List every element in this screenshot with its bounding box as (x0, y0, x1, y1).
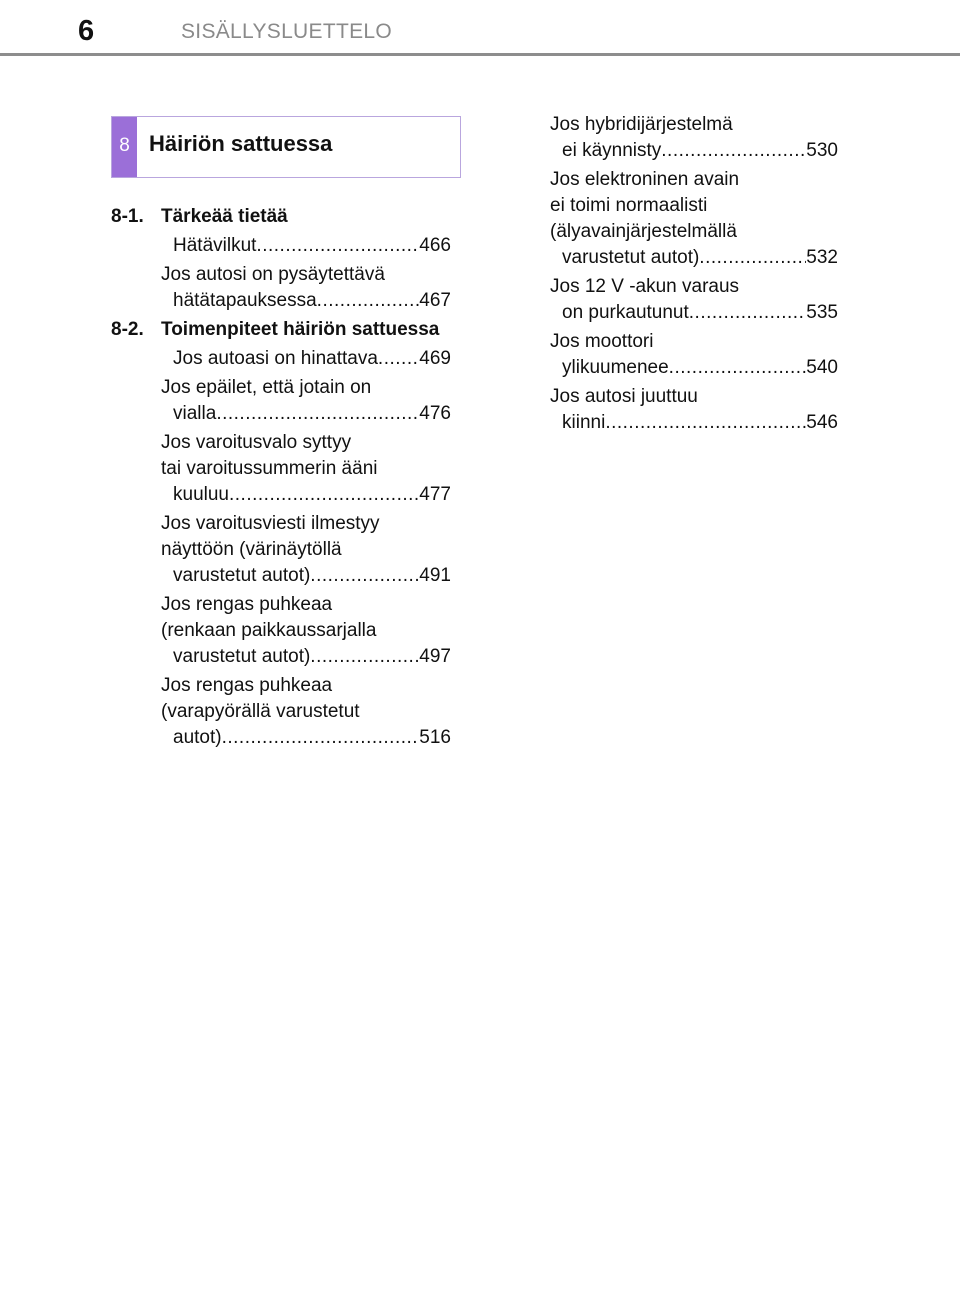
toc-entry-last-line (562, 300, 838, 326)
section-title: Toimenpiteet häiriön sattuessa (161, 319, 440, 340)
page-reference[interactable]: 466 (419, 235, 451, 256)
toc-entry-line: Jos elektroninen avain (550, 169, 740, 190)
toc-entry-line: Jos autosi juuttuu (550, 386, 698, 407)
page-reference[interactable]: 540 (806, 357, 838, 378)
toc-entry[interactable] (550, 274, 838, 326)
page-reference[interactable]: 546 (806, 412, 838, 433)
toc-entry-line: Jos epäilet, että jotain on (161, 377, 372, 398)
dot-leader (229, 482, 419, 508)
page-reference[interactable]: 467 (419, 290, 451, 311)
dot-leader (222, 725, 420, 751)
toc-entry-line: Jos rengas puhkeaa (161, 594, 333, 615)
toc-entry-text: varustetut autot) (173, 646, 311, 667)
toc-entry-line: Jos autosi on pysäytettävä (161, 264, 385, 285)
dot-leader (689, 300, 807, 326)
section-title: Tärkeää tietää (161, 206, 288, 227)
toc-entry-last-line (173, 288, 451, 314)
page-reference[interactable]: 477 (419, 484, 451, 505)
toc-entry[interactable] (550, 167, 838, 271)
toc-left-column (111, 204, 451, 754)
dot-leader (317, 288, 420, 314)
toc-entry-text: Jos autoasi on hinattava (173, 348, 378, 369)
dot-leader (661, 138, 806, 164)
toc-entry[interactable] (550, 112, 838, 164)
toc-entry-line: (renkaan paikkaussarjalla (161, 620, 377, 641)
page-reference[interactable]: 535 (806, 302, 838, 323)
page-reference[interactable]: 516 (419, 727, 451, 748)
toc-entry-line: tai varoitussummerin ääni (161, 458, 378, 479)
chapter-number-tab: 8 (112, 117, 137, 177)
toc-entry-last-line (562, 138, 838, 164)
chapter-title: Häiriön sattuessa (149, 131, 333, 156)
toc-entry-line: Jos hybridijärjestelmä (550, 114, 733, 135)
dot-leader (605, 410, 806, 436)
dot-leader (669, 355, 807, 381)
dot-leader (378, 346, 419, 372)
toc-entry-last-line (562, 355, 838, 381)
toc-entry-text: kuuluu (173, 484, 229, 505)
toc-entry-text: kiinni (562, 412, 606, 433)
toc-entry-text: Hätävilkut (173, 235, 257, 256)
toc-entry[interactable] (161, 511, 451, 589)
page-reference[interactable]: 532 (806, 247, 838, 268)
chapter-heading (111, 116, 461, 178)
toc-entry-line: Jos 12 V -akun varaus (550, 276, 740, 297)
dot-leader (256, 233, 419, 259)
toc-entry[interactable] (550, 329, 838, 381)
toc-entry-last-line (562, 245, 838, 271)
toc-entry-line: Jos rengas puhkeaa (161, 675, 333, 696)
toc-entry-text: varustetut autot) (562, 247, 700, 268)
toc-entry-text: varustetut autot) (173, 565, 311, 586)
toc-entry[interactable] (161, 592, 451, 670)
section-heading[interactable] (111, 204, 451, 230)
dot-leader (699, 245, 806, 271)
toc-entry-text: on purkautunut (562, 302, 689, 323)
toc-entry-line: (varapyörällä varustetut (161, 701, 360, 722)
header-title: SISÄLLYSLUETTELO (181, 20, 392, 43)
toc-entry-last-line (173, 482, 451, 508)
dot-leader (310, 644, 419, 670)
page-reference[interactable]: 530 (806, 140, 838, 161)
toc-entry-last-line (173, 346, 451, 372)
toc-entry[interactable] (161, 262, 451, 314)
dot-leader (310, 563, 419, 589)
section-number: 8-2. (111, 319, 144, 340)
toc-entry-text: hätätapauksessa (173, 290, 317, 311)
toc-entry-last-line (173, 725, 451, 751)
toc-entry-line: Jos varoitusvalo syttyy (161, 432, 352, 453)
toc-entry[interactable] (161, 375, 451, 427)
toc-entry-text: vialla (173, 403, 217, 424)
toc-entry-last-line (173, 563, 451, 589)
page-number: 6 (78, 15, 95, 47)
page-reference[interactable]: 491 (419, 565, 451, 586)
page-reference[interactable]: 476 (419, 403, 451, 424)
page-reference[interactable]: 497 (419, 646, 451, 667)
toc-entry-line: Jos moottori (550, 331, 654, 352)
toc-entry-line: ei toimi normaalisti (550, 195, 708, 216)
toc-entry-text: ei käynnisty (562, 140, 662, 161)
toc-entry-line: näyttöön (värinäytöllä (161, 539, 342, 560)
toc-entry-line: Jos varoitusviesti ilmestyy (161, 513, 380, 534)
toc-entry-last-line (173, 233, 451, 259)
toc-entry-last-line (562, 410, 838, 436)
toc-entry-last-line (173, 401, 451, 427)
dot-leader (216, 401, 419, 427)
toc-entry-last-line (173, 644, 451, 670)
section-number: 8-1. (111, 206, 144, 227)
section-heading[interactable] (111, 317, 451, 343)
toc-entry-text: autot) (173, 727, 222, 748)
header-divider (0, 53, 960, 56)
toc-entry[interactable] (161, 233, 451, 259)
toc-entry[interactable] (161, 430, 451, 508)
toc-entry-line: (älyavainjärjestelmällä (550, 221, 737, 242)
page-reference[interactable]: 469 (419, 348, 451, 369)
toc-entry[interactable] (161, 346, 451, 372)
toc-entry[interactable] (161, 673, 451, 751)
toc-entry-text: ylikuumenee (562, 357, 669, 378)
toc-entry[interactable] (550, 384, 838, 436)
toc-right-column (550, 112, 838, 439)
